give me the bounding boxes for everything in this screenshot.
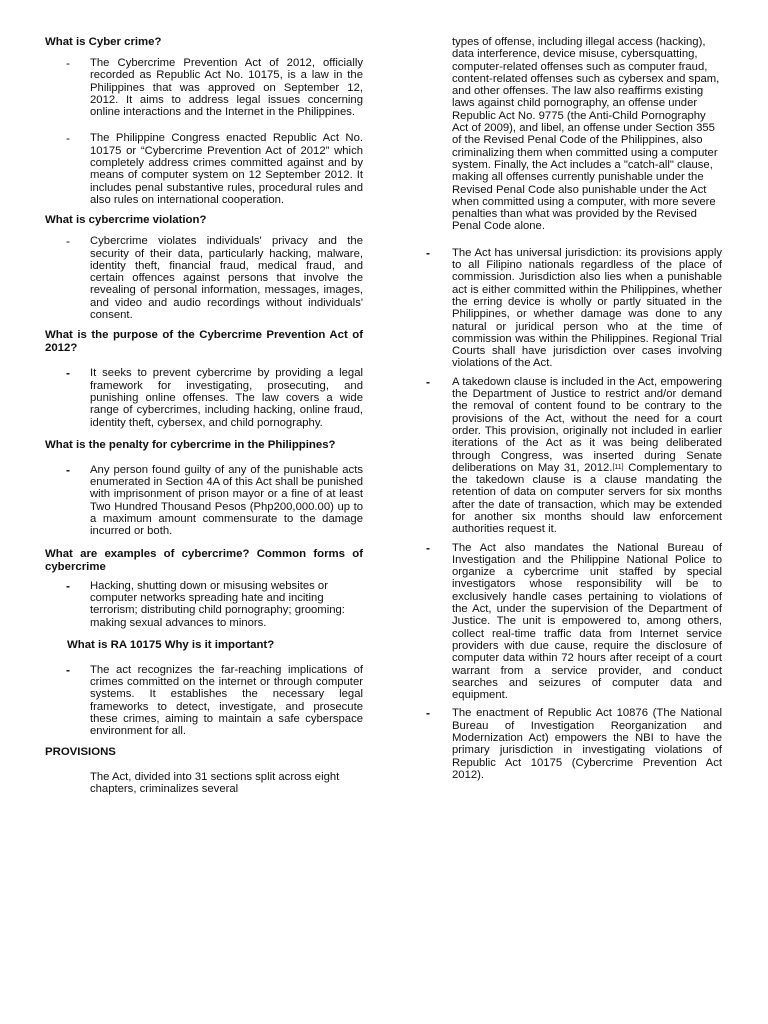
paragraph-ra-10876: The enactment of Republic Act 10876 (The National Bureau of Investigation Reorganization and Modernization Act) empowers the NBI to have the primary jurisdiction in investigating violations of Republic Act 10175 (Cybercrime Prevention Act 2012). [452, 707, 722, 781]
right-column [426, 36, 722, 787]
list-item [45, 235, 363, 321]
paragraph: Any person found guilty of any of the punishable acts enumerated in Section 4A of this Act shall be punished with imprisonment of prison mayor or a fine of at least Two Hundred Thousand Pesos (Php200,000.00) up to a maximum amount commensurate to the damage incurred or both. [90, 463, 363, 538]
list-item [426, 376, 722, 536]
dash-bullet: - [66, 662, 70, 677]
list-item [45, 132, 363, 206]
takedown-text-a: A takedown clause is included in the Act, empowering the Department of Justice to restrict and/or demand the removal of content found to be contrary to the provisions of the Act, without the need for a court order. This provision, originally not included in earlier iterations of the Act as it was being deliberated through Congress, was inserted during Senate deliberations on May 31, 2012. [452, 375, 722, 474]
paragraph-takedown [452, 376, 722, 536]
paragraph-jurisdiction: The Act has universal jurisdiction: its provisions apply to all Filipino nationals regardless of the place of commission. Jurisdiction also lies when a punishable act is either committed within the Philippines, whether the erring device is wholly or partly situated in the Philippines, or whether damage was done to any natural or juridical person who at the time of commission was within the Philippines. Regional Trial Courts shall have jurisdiction over cases involving violations of the Act. [452, 246, 722, 370]
dash-bullet: - [426, 245, 430, 260]
dash-bullet: - [426, 540, 430, 555]
left-column [45, 36, 363, 795]
dash-bullet: - [66, 56, 70, 70]
heading-ra-10175: What is RA 10175 Why is it important? [67, 638, 275, 651]
heading-examples: What are examples of cybercrime? Common forms of cybercrime [45, 547, 363, 573]
heading-cybercrime-violation: What is cybercrime violation? [45, 214, 207, 227]
dash-bullet: - [66, 234, 70, 249]
list-item [45, 464, 363, 538]
dash-bullet: - [426, 706, 430, 721]
list-item [426, 247, 722, 370]
heading-purpose: What is the purpose of the Cybercrime Prevention Act of 2012? [45, 329, 363, 355]
takedown-text-b: Complementary to the takedown clause is a clause mandating the retention of data on computer servers for six months after the date of transaction, which may be extended for another six months should law enforcement authorities request it. [452, 461, 722, 536]
paragraph: Cybercrime violates individuals' privacy and the security of their data, particularly hacking, malware, identity theft, financial fraud, medical fraud, and certain offences against persons that involve the revealing of personal information, messages, images, and video and audio recordings without individuals' consent. [90, 235, 363, 322]
list-item [426, 542, 722, 702]
provisions-paragraph-continued: types of offense, including illegal access (hacking), data interference, device misuse, cybersquatting, computer-related offenses such as computer fraud, content-related offenses such as cybersex and spam, and other offenses. The law also reaffirms existing laws against child pornography, an offense under Republic Act No. 9775 (the Anti-Child Pornography Act of 2009), and libel, an offense under Section 355 of the Revised Penal Code of the Philippines, also criminalizing them when committed using a computer system. Finally, the Act includes a "catch-all" clause, making all offenses currently punishable under the Revised Penal Code also punishable under the Act when committed using a computer, with more severe penalties than what was provided by the Revised Penal Code alone. [452, 36, 720, 233]
provisions-paragraph-start: The Act, divided into 31 sections split across eight chapters, criminalizes several [90, 770, 340, 795]
list-item [45, 57, 363, 118]
paragraph: It seeks to prevent cybercrime by providing a legal framework for investigating, prosecuting, and punishing online offenses. The law covers a wide range of cybercrimes, including hacking, online fraud, identity theft, cybersex, and child pornography. [90, 367, 363, 429]
dash-bullet: - [66, 131, 70, 146]
dash-bullet: - [426, 374, 430, 389]
list-item [426, 707, 722, 781]
dash-bullet: - [66, 578, 70, 593]
heading-penalty: What is the penalty for cybercrime in the Philippines? [45, 438, 336, 451]
paragraph: The Cybercrime Prevention Act of 2012, officially recorded as Republic Act No. 10175, is a law in the Philippines that was approved on September 12, 2012. It aims to address legal issues concerning online interactions and the Internet in the Philippines. [90, 57, 363, 119]
paragraph: The act recognizes the far-reaching implications of crimes committed on the internet or through computer systems. It establishes the necessary legal frameworks to detect, investigate, and prosecute these crimes, aiming to maintain a safe cyberspace environment for all. [90, 663, 363, 738]
dash-bullet: - [66, 366, 70, 381]
list-item [45, 664, 363, 738]
paragraph: The Philippine Congress enacted Republic Act No. 10175 or “Cybercrime Prevention Act of 2012” which completely address crimes committed against and by means of computer system on 12 September 2012. It includes penal substantive rules, procedural rules and also rules on international cooperation. [90, 132, 363, 206]
list-item [45, 580, 363, 629]
list-item [45, 367, 363, 428]
heading-what-is-cyber-crime: What is Cyber crime? [45, 36, 162, 48]
paragraph: Hacking, shutting down or misusing websites or computer networks spreading hate and inciting terrorism; distributing child pornography; grooming: making sexual advances to minors. [90, 579, 345, 629]
heading-provisions: PROVISIONS [45, 745, 116, 758]
dash-bullet: - [66, 462, 70, 477]
paragraph-nbi-pnp: The Act also mandates the National Bureau of Investigation and the Philippine National Police to organize a cybercrime unit staffed by special investigators whose responsibility will be to exclusively handle cases pertaining to violations of the Act, under the supervision of the Department of Justice. The unit is empowered to, among others, collect real-time traffic data from Internet service providers with due cause, require the disclosure of computer data within 72 hours after receipt of a court warrant from a service provider, and conduct searches and seizures of computer data and equipment. [452, 541, 722, 702]
footnote-ref[interactable]: [11] [612, 463, 624, 471]
